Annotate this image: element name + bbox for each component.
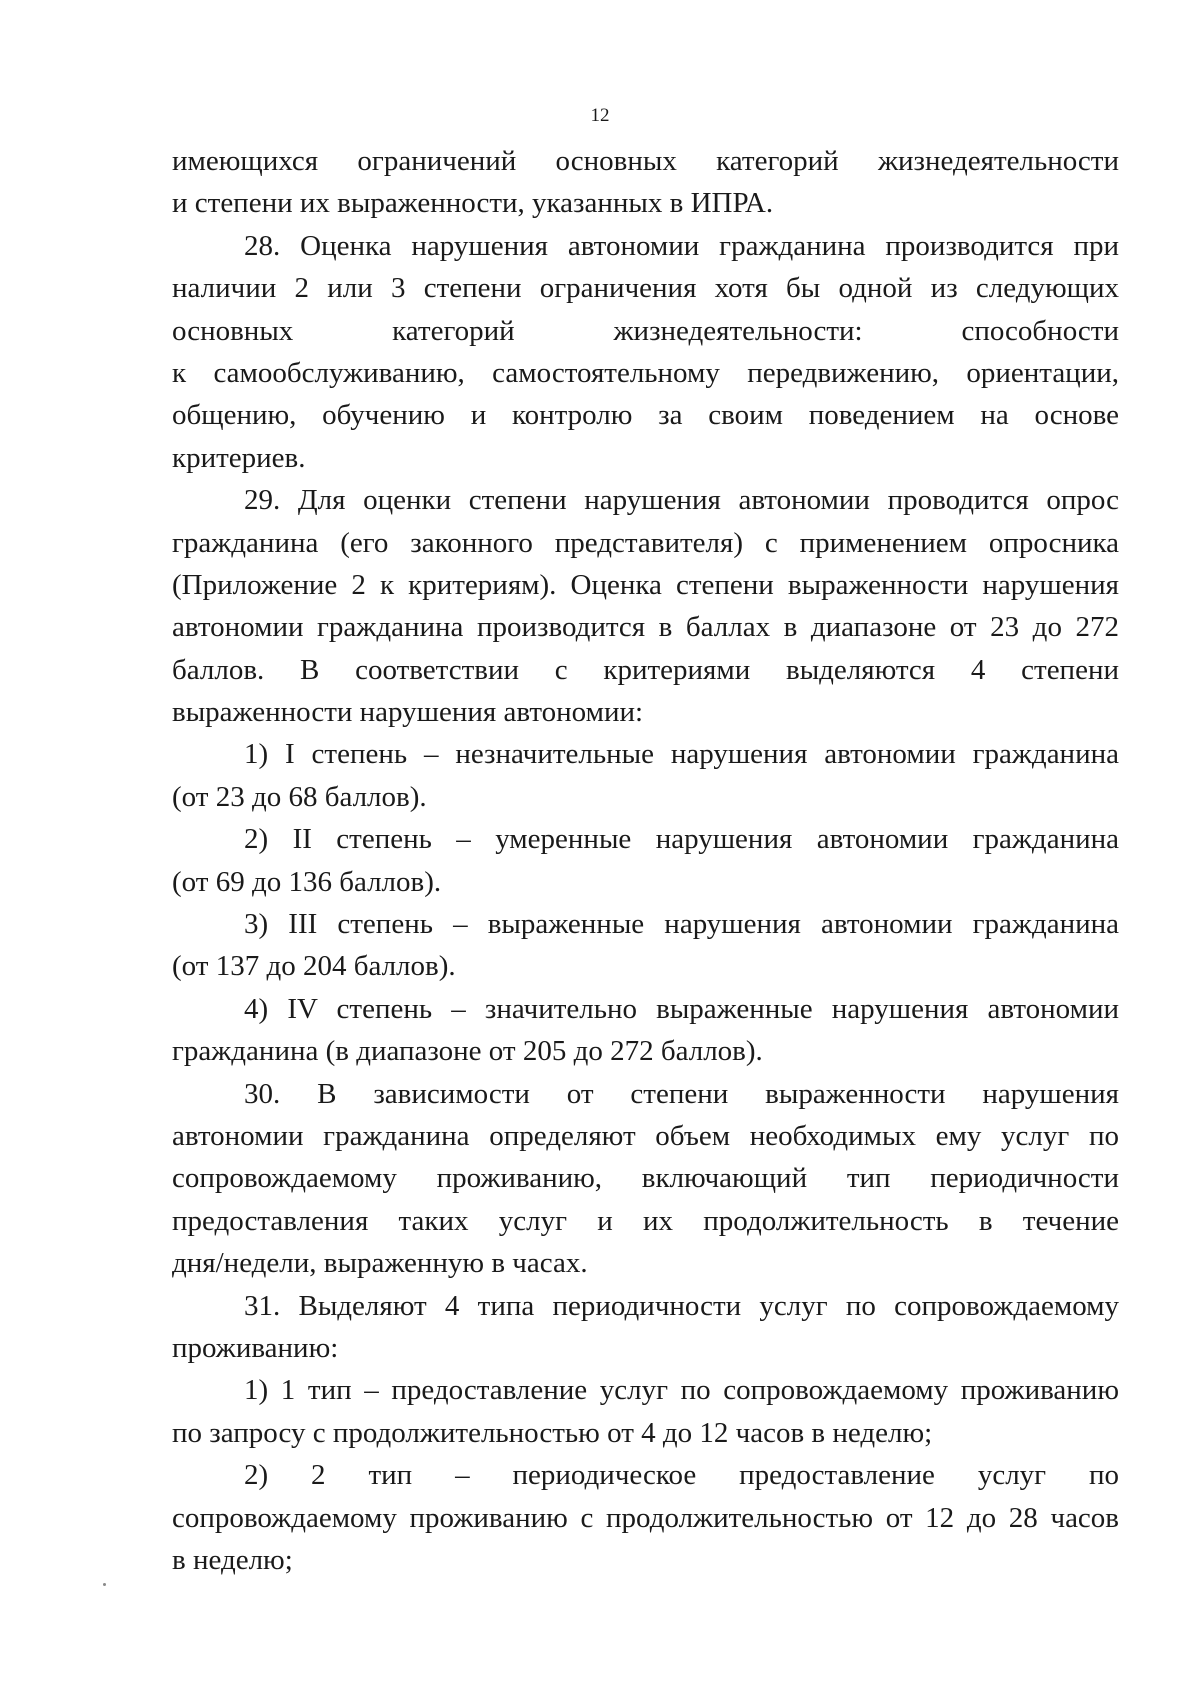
text-line: выраженности нарушения автономии: <box>172 696 644 729</box>
text-line: сопровождаемому проживанию с продолжительностью от 12 до 28 часов <box>172 1501 1119 1534</box>
text-line: (от 23 до 68 баллов). <box>172 780 427 813</box>
text-line: и степени их выраженности, указанных в ИПРА. <box>172 187 774 220</box>
text-line: 2) II степень – умеренные нарушения автономии гражданина <box>244 823 1119 856</box>
text-line: 31. Выделяют 4 типа периодичности услуг по сопровождаемому <box>244 1289 1119 1322</box>
text-line: 1) 1 тип – предоставление услуг по сопровождаемому проживанию <box>244 1374 1119 1407</box>
text-line: сопровождаемому проживанию, включающий тип периодичности <box>172 1162 1119 1195</box>
text-line: баллов. В соответствии с критериями выделяются 4 степени <box>172 653 1119 686</box>
text-line: наличии 2 или 3 степени ограничения хотя бы одной из следующих <box>172 272 1119 305</box>
body-text <box>172 140 1119 1581</box>
text-line: автономии гражданина определяют объем необходимых ему услуг по <box>172 1119 1119 1152</box>
text-line: 2) 2 тип – периодическое предоставление услуг по <box>244 1459 1119 1492</box>
text-line: имеющихся ограничений основных категорий жизнедеятельности <box>172 145 1119 177</box>
text-line: (от 69 до 136 баллов). <box>172 865 442 898</box>
text-line: критериев. <box>172 441 306 474</box>
scan-artifact-dot <box>103 1583 106 1586</box>
text-line: (Приложение 2 к критериям). Оценка степени выраженности нарушения <box>172 568 1119 601</box>
text-line: 30. В зависимости от степени выраженности нарушения <box>244 1077 1119 1110</box>
text-line: 3) III степень – выраженные нарушения автономии гражданина <box>244 908 1119 941</box>
text-line: общению, обучению и контролю за своим поведением на основе <box>172 399 1119 432</box>
text-line: к самообслуживанию, самостоятельному передвижению, ориентации, <box>172 356 1119 389</box>
text-line: гражданина (его законного представителя) с применением опросника <box>172 526 1119 559</box>
text-line: дня/недели, выраженную в часах. <box>172 1247 588 1280</box>
text-line: основных категорий жизнедеятельности: способности <box>172 314 1119 347</box>
text-line: гражданина (в диапазоне от 205 до 272 баллов). <box>172 1035 763 1068</box>
text-line: в неделю; <box>172 1543 293 1576</box>
text-line: 1) I степень – незначительные нарушения автономии гражданина <box>244 738 1119 771</box>
text-line: 29. Для оценки степени нарушения автономии проводится опрос <box>244 484 1119 517</box>
text-line: (от 137 до 204 баллов). <box>172 950 456 983</box>
text-line: 4) IV степень – значительно выраженные нарушения автономии <box>244 992 1119 1025</box>
page-number: 12 <box>590 105 610 126</box>
text-line: по запросу с продолжительностью от 4 до 12 часов в неделю; <box>172 1416 933 1449</box>
text-line: проживанию: <box>172 1331 339 1364</box>
text-line: автономии гражданина производится в баллах в диапазоне от 23 до 272 <box>172 611 1119 644</box>
text-line: предоставления таких услуг и их продолжительность в течение <box>172 1204 1119 1237</box>
text-line: 28. Оценка нарушения автономии гражданина производится при <box>244 229 1119 262</box>
